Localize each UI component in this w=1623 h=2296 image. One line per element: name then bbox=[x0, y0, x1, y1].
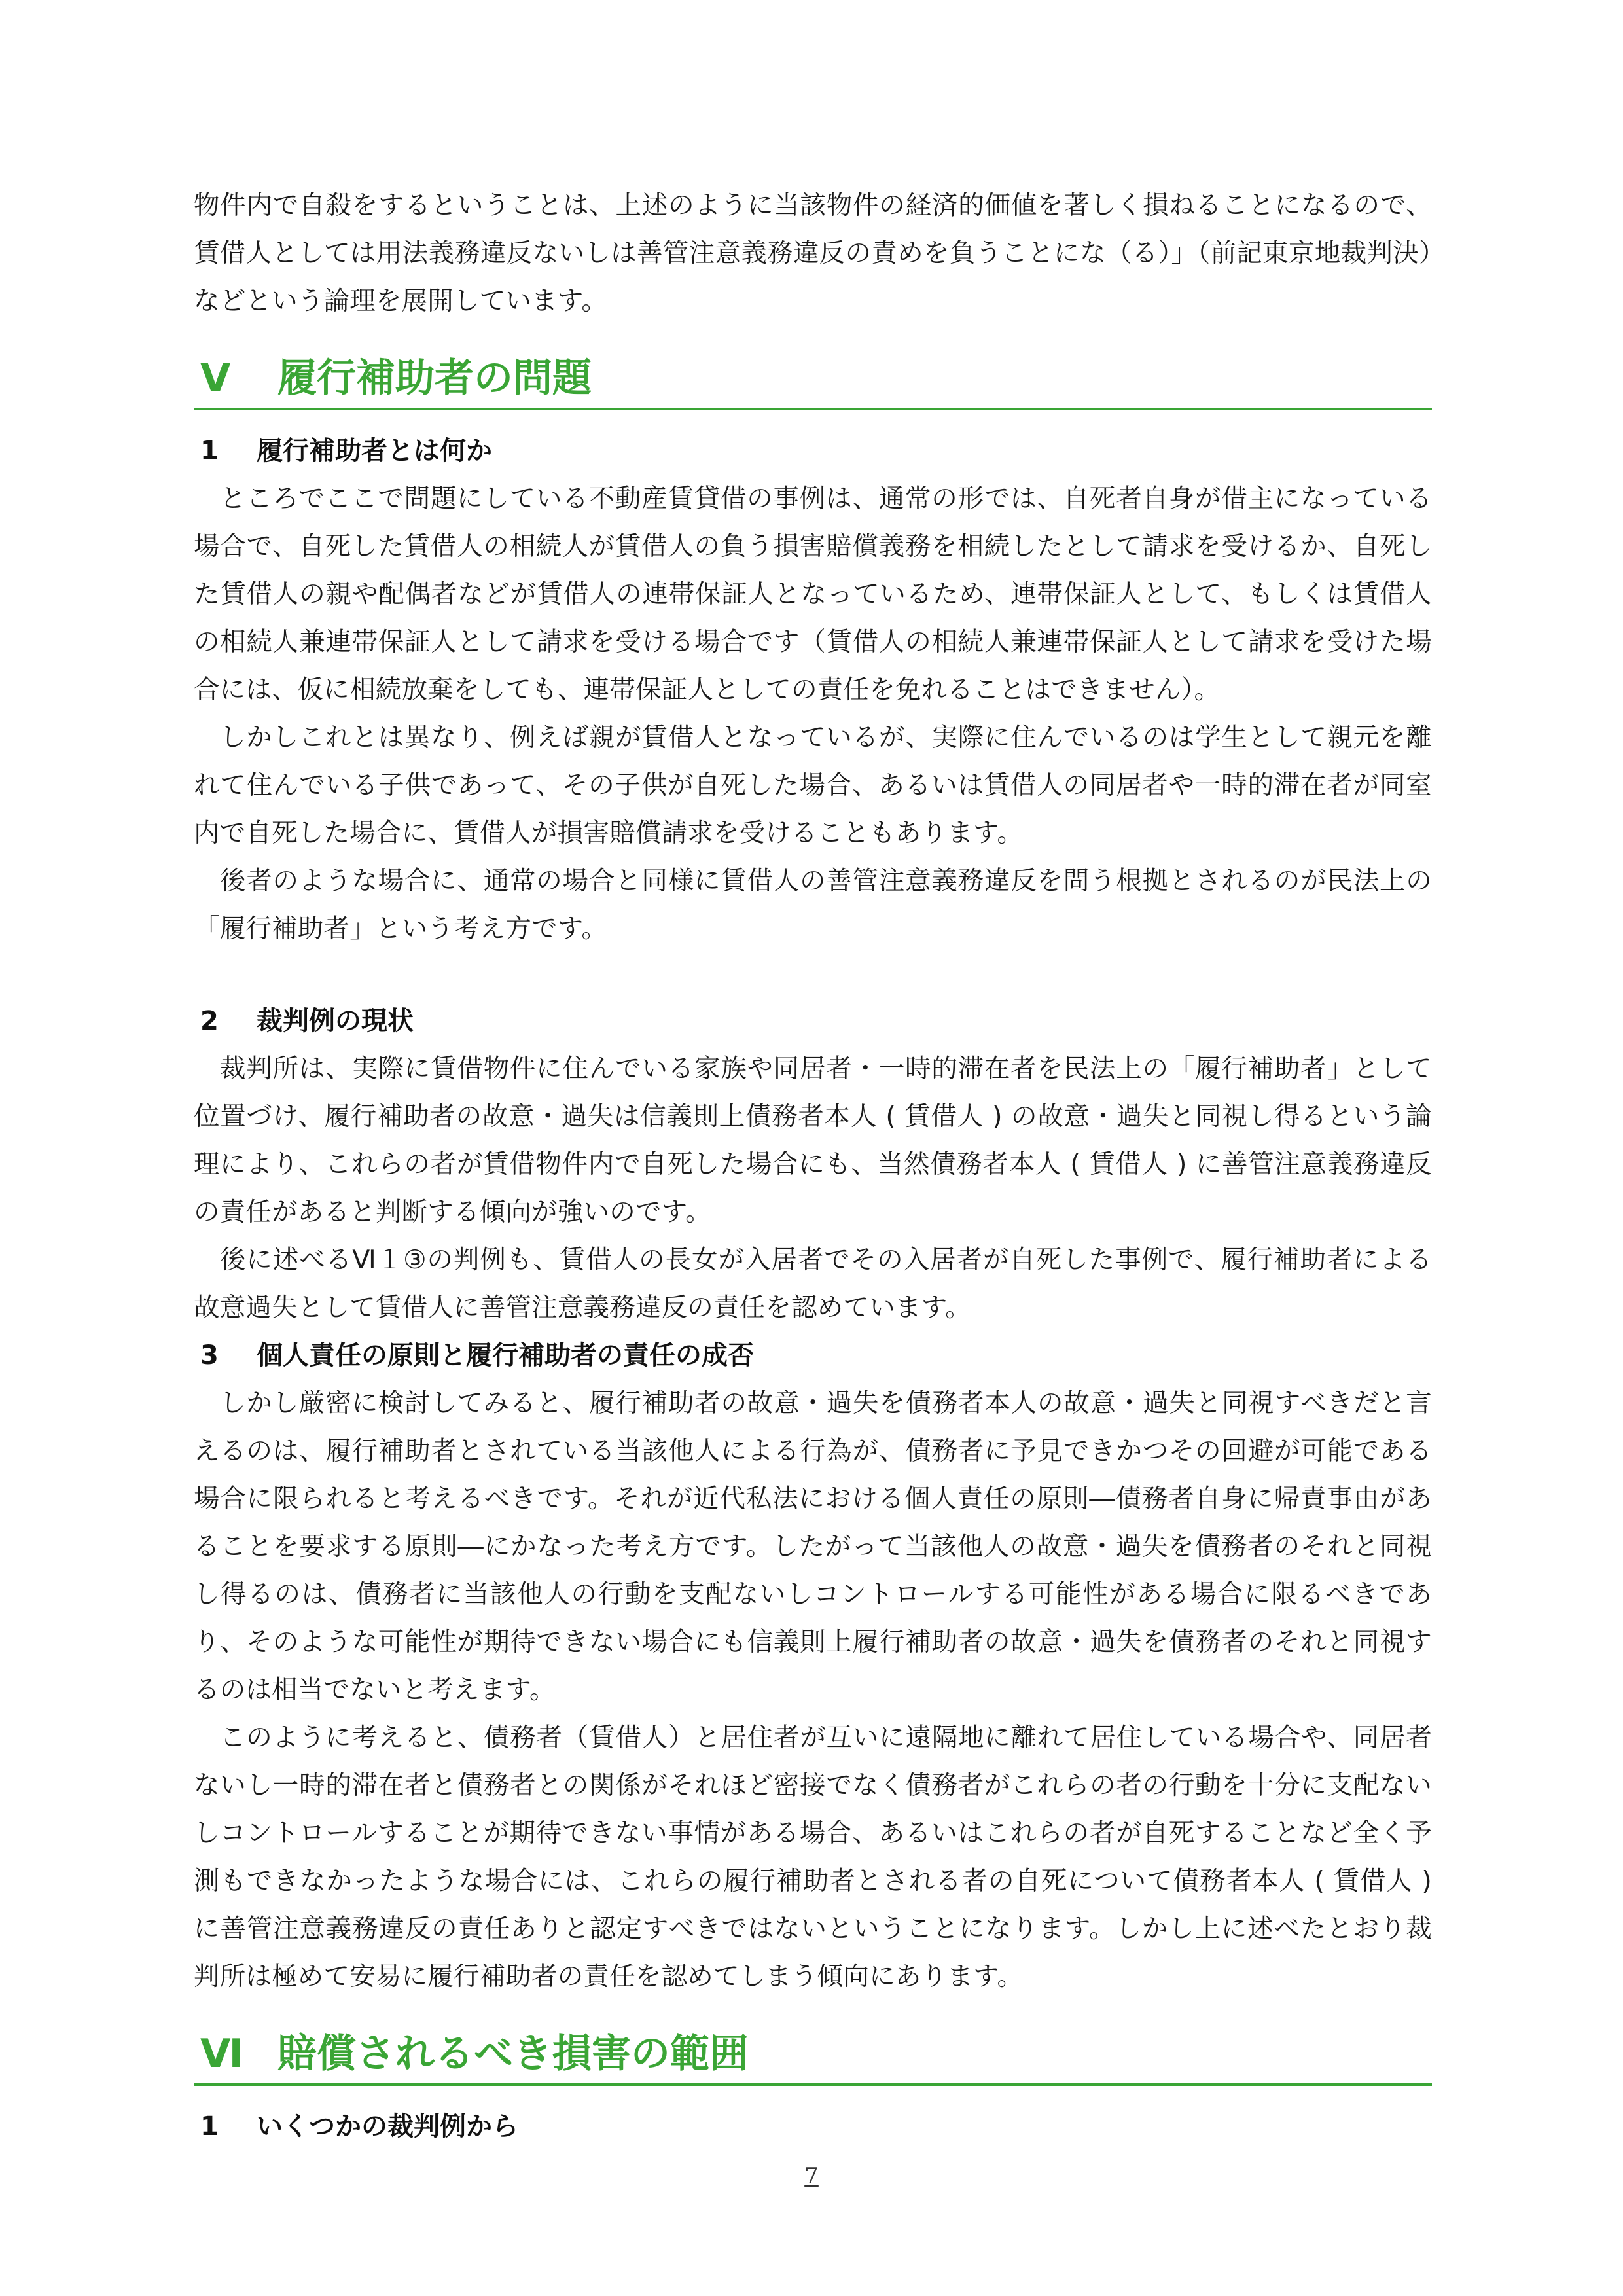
page-number bbox=[0, 2163, 1623, 2189]
section-number: 3 bbox=[200, 1340, 219, 1371]
chapter-number: Ⅵ bbox=[200, 2031, 243, 2077]
chapter-title: 履行補助者の問題 bbox=[277, 355, 592, 401]
paragraph: しかし厳密に検討してみると、履行補助者の故意・過失を債務者本人の故意・過失と同視すべきだと言えるのは、履行補助者とされている当該他人による行為が、債務者に予見できかつその回避が可能である場合に限られると考えるべきです。それが近代私法における個人責任の原則―債務者自身に帰責事由があることを要求する原則―にかなった考え方です。したがって当該他人の故意・過失を債務者のそれと同視し得るのは、債務者に当該他人の行動を支配ないしコントロールする可能性がある場合に限るべきであり、そのような可能性が期待できない場合にも信義則上履行補助者の故意・過失を債務者のそれと同視するのは相当でないと考えます。 bbox=[194, 1388, 1432, 1705]
section-number: 1 bbox=[200, 2111, 219, 2142]
page-number-text: 7 bbox=[804, 2163, 819, 2189]
paragraph: 裁判所は、実際に賃借物件に住んでいる家族や同居者・一時的滞在者を民法上の「履行補助者」として位置づけ、履行補助者の故意・過失は信義則上債務者本人 ( 賃借人 ) の故意・過失と同視し得るという論理により、これらの者が賃借物件内で自死した場合にも、当然債務者本人 ( 賃借人 ) に善管注意義務違反の責任があると判断する傾向が強いのです。 bbox=[194, 1054, 1432, 1227]
chapter-heading-5 bbox=[194, 349, 1432, 410]
section-title: 裁判例の現状 bbox=[257, 1006, 414, 1036]
paragraph: 後に述べるⅥ１③の判例も、賃借人の長女が入居者でその入居者が自死した事例で、履行補助者による故意過失として賃借人に善管注意義務違反の責任を認めています。 bbox=[194, 1245, 1432, 1323]
paragraph: このように考えると、債務者（賃借人）と居住者が互いに遠隔地に離れて居住している場合や、同居者ないし一時的滞在者と債務者との関係がそれほど密接でなく債務者がこれらの者の行動を十分に支配ないしコントロールすることが期待できない事情がある場合、あるいはこれらの者が自死することなど全く予測もできなかったような場合には、これらの履行補助者とされる者の自死について債務者本人 ( 賃借人 ) に善管注意義務違反の責任ありと認定すべきではないということになります。しかし上に述べたとおり裁判所は極めて安易に履行補助者の責任を認めてしまう傾向にあります。 bbox=[194, 1723, 1432, 1992]
paragraph: 後者のような場合に、通常の場合と同様に賃借人の善管注意義務違反を問う根拠とされるのが民法上の「履行補助者」という考え方です。 bbox=[194, 866, 1432, 944]
intro-paragraph: 物件内で自殺をするということは、上述のように当該物件の経済的価値を著しく損ねることになるので、賃借人としては用法義務違反ないしは善管注意義務違反の責めを負うことにな（る）」（前記東京地裁判決）などという論理を展開しています。 bbox=[194, 190, 1432, 316]
section-number: 1 bbox=[200, 436, 219, 466]
chapter-title: 賠償されるべき損害の範囲 bbox=[277, 2031, 749, 2077]
paragraph: しかしこれとは異なり、例えば親が賃借人となっているが、実際に住んでいるのは学生として親元を離れて住んでいる子供であって、その子供が自死した場合、あるいは賃借人の同居者や一時的滞在者が同室内で自死した場合に、賃借人が損害賠償請求を受けることもあります。 bbox=[194, 723, 1432, 848]
chapter-number: Ⅴ bbox=[200, 355, 231, 401]
section-heading-5-1 bbox=[194, 427, 1432, 475]
document-page bbox=[194, 182, 1432, 2151]
section-heading-5-2 bbox=[194, 997, 1432, 1045]
section-title: 履行補助者とは何か bbox=[257, 436, 492, 466]
chapter-heading-6 bbox=[194, 2024, 1432, 2086]
section-number: 2 bbox=[200, 1006, 219, 1036]
section-title: 個人責任の原則と履行補助者の責任の成否 bbox=[257, 1340, 754, 1371]
section-heading-5-3 bbox=[194, 1332, 1432, 1380]
section-title: いくつかの裁判例から bbox=[257, 2111, 518, 2142]
paragraph: ところでここで問題にしている不動産賃貸借の事例は、通常の形では、自死者自身が借主になっている場合で、自死した賃借人の相続人が賃借人の負う損害賠償義務を相続したとして請求を受けるか、自死した賃借人の親や配偶者などが賃借人の連帯保証人となっているため、連帯保証人として、もしくは賃借人の相続人兼連帯保証人として請求を受ける場合です（賃借人の相続人兼連帯保証人として請求を受けた場合には、仮に相続放棄をしても、連帯保証人としての責任を免れることはできません）。 bbox=[194, 484, 1432, 705]
section-heading-6-1 bbox=[194, 2103, 1432, 2151]
